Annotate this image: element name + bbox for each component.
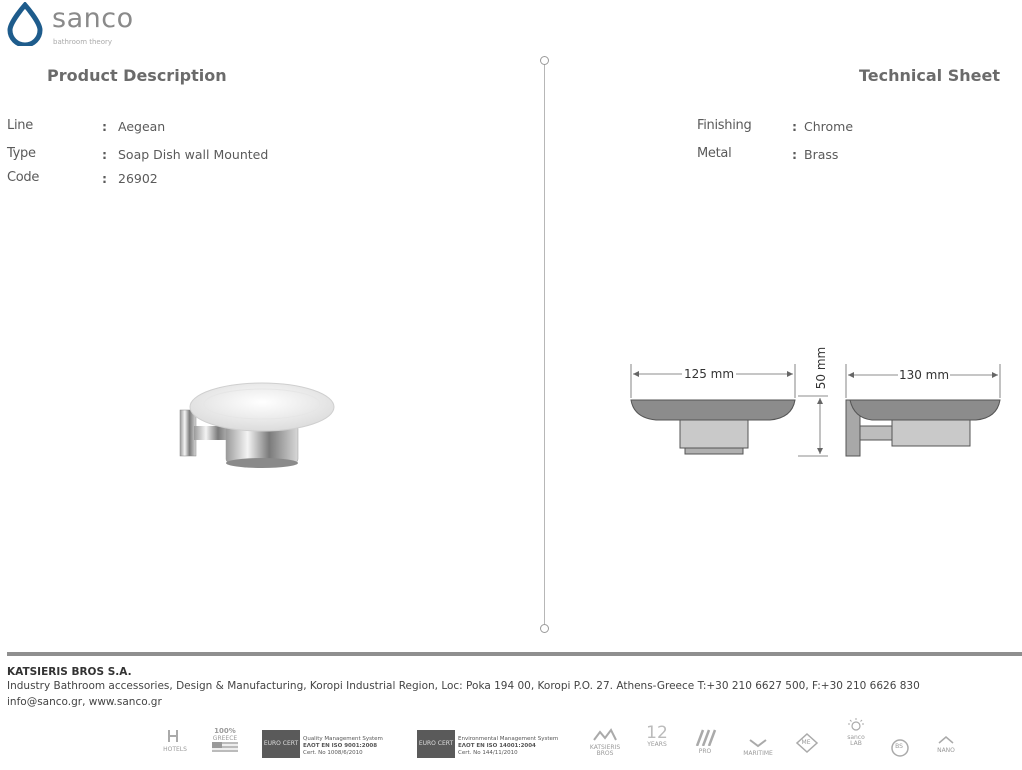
metal-value: Brass	[804, 147, 839, 162]
code-value: 26902	[118, 171, 158, 186]
metal-label: Metal	[697, 146, 732, 161]
sanco-lab-label: sanco LAB	[847, 733, 865, 748]
company-contact: info@sanco.gr, www.sanco.gr	[7, 696, 162, 708]
eurocert-logo-2: EURO CERT	[417, 730, 455, 758]
company-address: Industry Bathroom accessories, Design & Manufacturing, Koropi Industrial Region, Loc: Poka 194 00, Koropi P.O. 27. Athens-Greece T:+30 210 6627 500, F:+30 210 6626 830	[7, 680, 920, 692]
product-photo	[160, 370, 350, 480]
nano-label: NANO	[937, 746, 955, 754]
sanco-logo	[4, 0, 134, 50]
greek-flag-icon	[212, 742, 238, 752]
finishing-label: Finishing	[697, 118, 752, 133]
eurocert-logo: EURO CERT	[262, 730, 300, 758]
code-colon: :	[102, 171, 107, 186]
maritime-badge	[742, 738, 774, 757]
pro-label: PRO	[698, 747, 712, 755]
bs-badge	[889, 738, 911, 761]
product-description-heading: Product Description	[47, 66, 227, 85]
footer-divider	[7, 652, 1022, 656]
divider-bottom-dot	[540, 624, 549, 633]
greece-bottom-label: GREECE	[212, 734, 238, 742]
divider-top-dot	[540, 56, 549, 65]
type-colon: :	[102, 147, 107, 162]
hotels-badge	[160, 728, 190, 753]
cert1-line3: Cert. No 1008/6/2010	[303, 750, 363, 757]
cert1-line2: ΕΛΟΤ ΕΝ ISO 9001:2008	[303, 743, 378, 750]
factory-icon	[592, 728, 618, 742]
iso-14001-text	[458, 736, 558, 757]
hotel-icon	[166, 728, 184, 744]
cert1-line1: Quality Management System	[303, 736, 383, 742]
years-badge	[643, 725, 671, 749]
logo-wordmark: sanco	[52, 3, 134, 34]
hotels-label: HOTELS	[163, 745, 187, 753]
technical-sheet-heading: Technical Sheet	[859, 66, 1000, 85]
nano-icon	[937, 735, 955, 745]
cert2-line3: Cert. No 144/11/2010	[458, 750, 518, 757]
width-front-label: 125 mm	[683, 367, 735, 381]
nano-badge	[932, 735, 960, 754]
bs-label: BS	[895, 743, 903, 750]
technical-drawing	[620, 340, 1020, 470]
cert2-line1: Environmental Management System	[458, 736, 559, 742]
pro-badge	[692, 728, 718, 755]
width-side-label: 130 mm	[898, 368, 950, 382]
height-label: 50 mm	[814, 346, 828, 390]
maritime-label: MARITIME	[743, 749, 773, 757]
code-label: Code	[7, 170, 40, 185]
katsieris-label: KATSIERIS BROS	[589, 743, 621, 758]
finishing-colon: :	[792, 119, 797, 134]
lightbulb-icon	[846, 718, 866, 732]
stripes-icon	[693, 728, 717, 746]
me-badge	[794, 732, 820, 757]
finishing-value: Chrome	[804, 119, 854, 134]
company-name: KATSIERIS BROS S.A.	[7, 666, 132, 678]
katsieris-badge	[586, 728, 624, 758]
iso-9001-text	[303, 736, 383, 757]
greece-badge	[210, 728, 240, 755]
wave-icon	[748, 738, 768, 748]
metal-colon: :	[792, 147, 797, 162]
cert2-line2: ΕΛΟΤ ΕΝ ISO 14001:2004	[458, 743, 536, 750]
years-number: 12	[646, 723, 668, 743]
line-colon: :	[102, 119, 107, 134]
line-value: Aegean	[118, 119, 166, 134]
sanco-lab-badge	[842, 718, 870, 748]
greece-top-label: 100%	[214, 727, 236, 735]
type-label: Type	[7, 146, 36, 161]
years-label: YEARS	[647, 741, 667, 748]
type-value: Soap Dish wall Mounted	[118, 147, 269, 162]
logo-tagline: bathroom theory	[53, 38, 113, 46]
vertical-divider	[544, 63, 545, 628]
me-label: ME	[801, 739, 811, 746]
water-drop-icon	[6, 2, 44, 46]
line-label: Line	[7, 118, 33, 133]
